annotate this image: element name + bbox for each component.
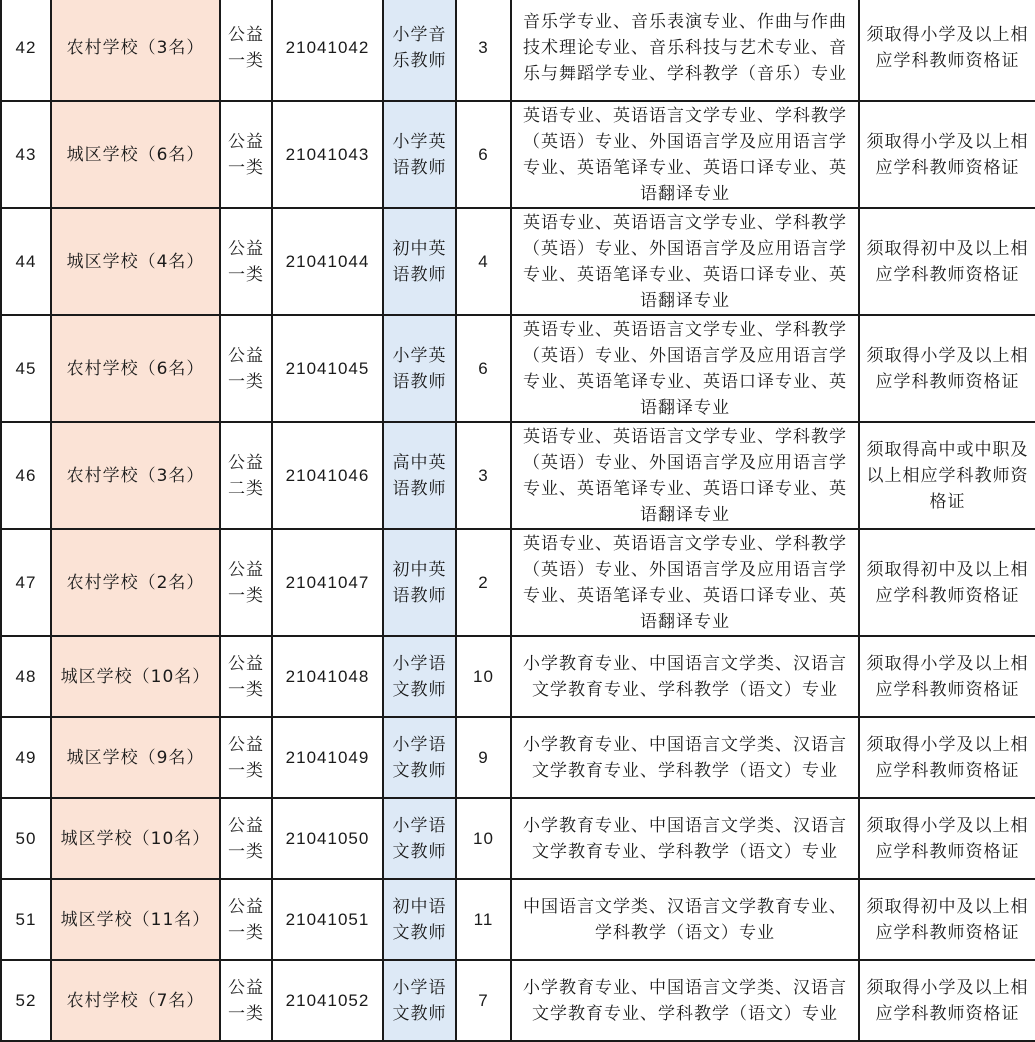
employer-unit: 城区学校（11名） (51, 879, 220, 960)
hiring-count: 7 (456, 960, 511, 1041)
post-code: 21041043 (272, 101, 383, 208)
table-row (1, 636, 1035, 717)
unit-category: 公益一类 (220, 879, 272, 960)
employer-unit: 农村学校（6名） (51, 315, 220, 422)
post-code: 21041046 (272, 422, 383, 529)
post-name: 高中英语教师 (383, 422, 456, 529)
other-requirement: 须取得小学及以上相应学科教师资格证 (859, 636, 1035, 717)
unit-category: 公益一类 (220, 717, 272, 798)
hiring-count: 3 (456, 0, 511, 101)
hiring-count: 2 (456, 529, 511, 636)
row-number: 44 (1, 208, 51, 315)
unit-category: 公益一类 (220, 101, 272, 208)
employer-unit: 城区学校（10名） (51, 798, 220, 879)
hiring-count: 9 (456, 717, 511, 798)
other-requirement: 须取得初中及以上相应学科教师资格证 (859, 529, 1035, 636)
table-row (1, 960, 1035, 1041)
unit-category: 公益一类 (220, 529, 272, 636)
unit-category: 公益一类 (220, 208, 272, 315)
table-row (1, 422, 1035, 529)
employer-unit: 城区学校（4名） (51, 208, 220, 315)
employer-unit: 城区学校（6名） (51, 101, 220, 208)
unit-category: 公益二类 (220, 422, 272, 529)
table-row (1, 0, 1035, 101)
post-name: 初中语文教师 (383, 879, 456, 960)
post-code: 21041051 (272, 879, 383, 960)
post-code: 21041047 (272, 529, 383, 636)
hiring-count: 6 (456, 101, 511, 208)
other-requirement: 须取得小学及以上相应学科教师资格证 (859, 315, 1035, 422)
row-number: 48 (1, 636, 51, 717)
table-row (1, 798, 1035, 879)
major-requirement: 英语专业、英语语言文学专业、学科教学（英语）专业、外国语言学及应用语言学专业、英语笔译专业、英语口译专业、英语翻译专业 (511, 315, 859, 422)
hiring-count: 11 (456, 879, 511, 960)
table-row (1, 101, 1035, 208)
employer-unit: 农村学校（7名） (51, 960, 220, 1041)
employer-unit: 城区学校（10名） (51, 636, 220, 717)
row-number: 51 (1, 879, 51, 960)
post-code: 21041042 (272, 0, 383, 101)
post-name: 小学语文教师 (383, 717, 456, 798)
other-requirement: 须取得小学及以上相应学科教师资格证 (859, 798, 1035, 879)
major-requirement: 音乐学专业、音乐表演专业、作曲与作曲技术理论专业、音乐科技与艺术专业、音乐与舞蹈学专业、学科教学（音乐）专业 (511, 0, 859, 101)
row-number: 42 (1, 0, 51, 101)
post-name: 小学英语教师 (383, 101, 456, 208)
other-requirement: 须取得高中或中职及以上相应学科教师资格证 (859, 422, 1035, 529)
major-requirement: 小学教育专业、中国语言文学类、汉语言文学教育专业、学科教学（语文）专业 (511, 636, 859, 717)
unit-category: 公益一类 (220, 636, 272, 717)
row-number: 47 (1, 529, 51, 636)
major-requirement: 小学教育专业、中国语言文学类、汉语言文学教育专业、学科教学（语文）专业 (511, 717, 859, 798)
post-code: 21041049 (272, 717, 383, 798)
major-requirement: 小学教育专业、中国语言文学类、汉语言文学教育专业、学科教学（语文）专业 (511, 960, 859, 1041)
table-row (1, 315, 1035, 422)
row-number: 52 (1, 960, 51, 1041)
other-requirement: 须取得初中及以上相应学科教师资格证 (859, 879, 1035, 960)
employer-unit: 城区学校（9名） (51, 717, 220, 798)
row-number: 45 (1, 315, 51, 422)
other-requirement: 须取得小学及以上相应学科教师资格证 (859, 101, 1035, 208)
post-name: 小学音乐教师 (383, 0, 456, 101)
post-name: 初中英语教师 (383, 529, 456, 636)
post-name: 小学英语教师 (383, 315, 456, 422)
post-name: 小学语文教师 (383, 960, 456, 1041)
post-code: 21041044 (272, 208, 383, 315)
hiring-count: 10 (456, 636, 511, 717)
table-row (1, 208, 1035, 315)
row-number: 49 (1, 717, 51, 798)
post-code: 21041048 (272, 636, 383, 717)
table-row (1, 717, 1035, 798)
row-number: 46 (1, 422, 51, 529)
major-requirement: 英语专业、英语语言文学专业、学科教学（英语）专业、外国语言学及应用语言学专业、英语笔译专业、英语口译专业、英语翻译专业 (511, 422, 859, 529)
table-row (1, 879, 1035, 960)
unit-category: 公益一类 (220, 798, 272, 879)
major-requirement: 中国语言文学类、汉语言文学教育专业、学科教学（语文）专业 (511, 879, 859, 960)
unit-category: 公益一类 (220, 0, 272, 101)
other-requirement: 须取得小学及以上相应学科教师资格证 (859, 960, 1035, 1041)
major-requirement: 小学教育专业、中国语言文学类、汉语言文学教育专业、学科教学（语文）专业 (511, 798, 859, 879)
other-requirement: 须取得小学及以上相应学科教师资格证 (859, 0, 1035, 101)
post-name: 小学语文教师 (383, 636, 456, 717)
hiring-count: 4 (456, 208, 511, 315)
other-requirement: 须取得初中及以上相应学科教师资格证 (859, 208, 1035, 315)
post-name: 初中英语教师 (383, 208, 456, 315)
employer-unit: 农村学校（2名） (51, 529, 220, 636)
unit-category: 公益一类 (220, 315, 272, 422)
row-number: 50 (1, 798, 51, 879)
hiring-count: 6 (456, 315, 511, 422)
unit-category: 公益一类 (220, 960, 272, 1041)
hiring-count: 10 (456, 798, 511, 879)
hiring-count: 3 (456, 422, 511, 529)
post-code: 21041050 (272, 798, 383, 879)
row-number: 43 (1, 101, 51, 208)
post-name: 小学语文教师 (383, 798, 456, 879)
table-row (1, 529, 1035, 636)
major-requirement: 英语专业、英语语言文学专业、学科教学（英语）专业、外国语言学及应用语言学专业、英语笔译专业、英语口译专业、英语翻译专业 (511, 101, 859, 208)
post-code: 21041045 (272, 315, 383, 422)
post-code: 21041052 (272, 960, 383, 1041)
employer-unit: 农村学校（3名） (51, 0, 220, 101)
other-requirement: 须取得小学及以上相应学科教师资格证 (859, 717, 1035, 798)
employer-unit: 农村学校（3名） (51, 422, 220, 529)
major-requirement: 英语专业、英语语言文学专业、学科教学（英语）专业、外国语言学及应用语言学专业、英语笔译专业、英语口译专业、英语翻译专业 (511, 208, 859, 315)
major-requirement: 英语专业、英语语言文学专业、学科教学（英语）专业、外国语言学及应用语言学专业、英语笔译专业、英语口译专业、英语翻译专业 (511, 529, 859, 636)
